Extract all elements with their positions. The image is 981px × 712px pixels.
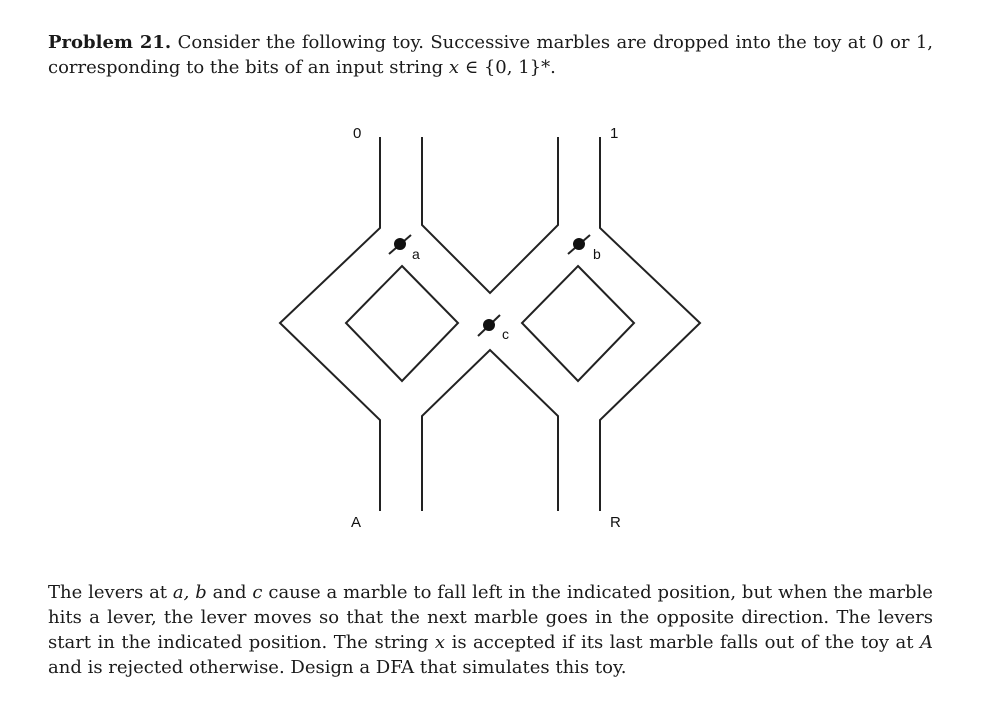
lever-c xyxy=(478,315,500,336)
var-c: c xyxy=(252,582,263,603)
lever-c-label: c xyxy=(502,326,509,342)
output-r-label: R xyxy=(610,514,621,531)
var-x: x xyxy=(448,57,460,78)
lever-a-label: a xyxy=(412,246,420,262)
output-a-label: A xyxy=(351,514,362,531)
input-0-label: 0 xyxy=(353,125,362,142)
lever-a xyxy=(389,235,411,254)
lever-b-label: b xyxy=(593,246,601,262)
lever-b xyxy=(568,235,590,254)
top-inner-wall xyxy=(422,138,558,293)
desc-part-4: and is rejected otherwise. Design a DFA that simulates this toy. xyxy=(48,657,627,678)
desc-and: and xyxy=(212,582,247,603)
input-1-label: 1 xyxy=(610,125,619,142)
problem-heading: Problem 21. xyxy=(48,32,172,53)
outer-right-wall xyxy=(600,138,700,510)
intro-period: . xyxy=(550,57,556,78)
right-diamond-block xyxy=(522,266,634,381)
var-A: A xyxy=(919,632,933,653)
left-diamond-block xyxy=(346,266,458,381)
desc-part-3: is accepted if its last marble falls out of the toy at xyxy=(451,632,914,653)
set-expression: ∈ {0, 1}* xyxy=(464,57,551,78)
bottom-inner-wall xyxy=(422,350,558,510)
problem-intro: Consider the following toy. Successive marbles are dropped into the toy at 0 or 1, corresponding to the bits of an input string xyxy=(48,32,933,78)
desc-part-1: The levers at xyxy=(48,582,168,603)
var-a-b: a, b xyxy=(172,582,207,603)
lever-description xyxy=(48,580,933,680)
desc-part-2: cause a marble to fall left in the indicated position, but when the marble hits a lever, the lever moves so that the next marble goes in the opposite direction. The levers start in the indicated position. The string xyxy=(48,582,933,653)
outer-left-wall xyxy=(280,138,380,510)
var-x-2: x xyxy=(434,632,446,653)
